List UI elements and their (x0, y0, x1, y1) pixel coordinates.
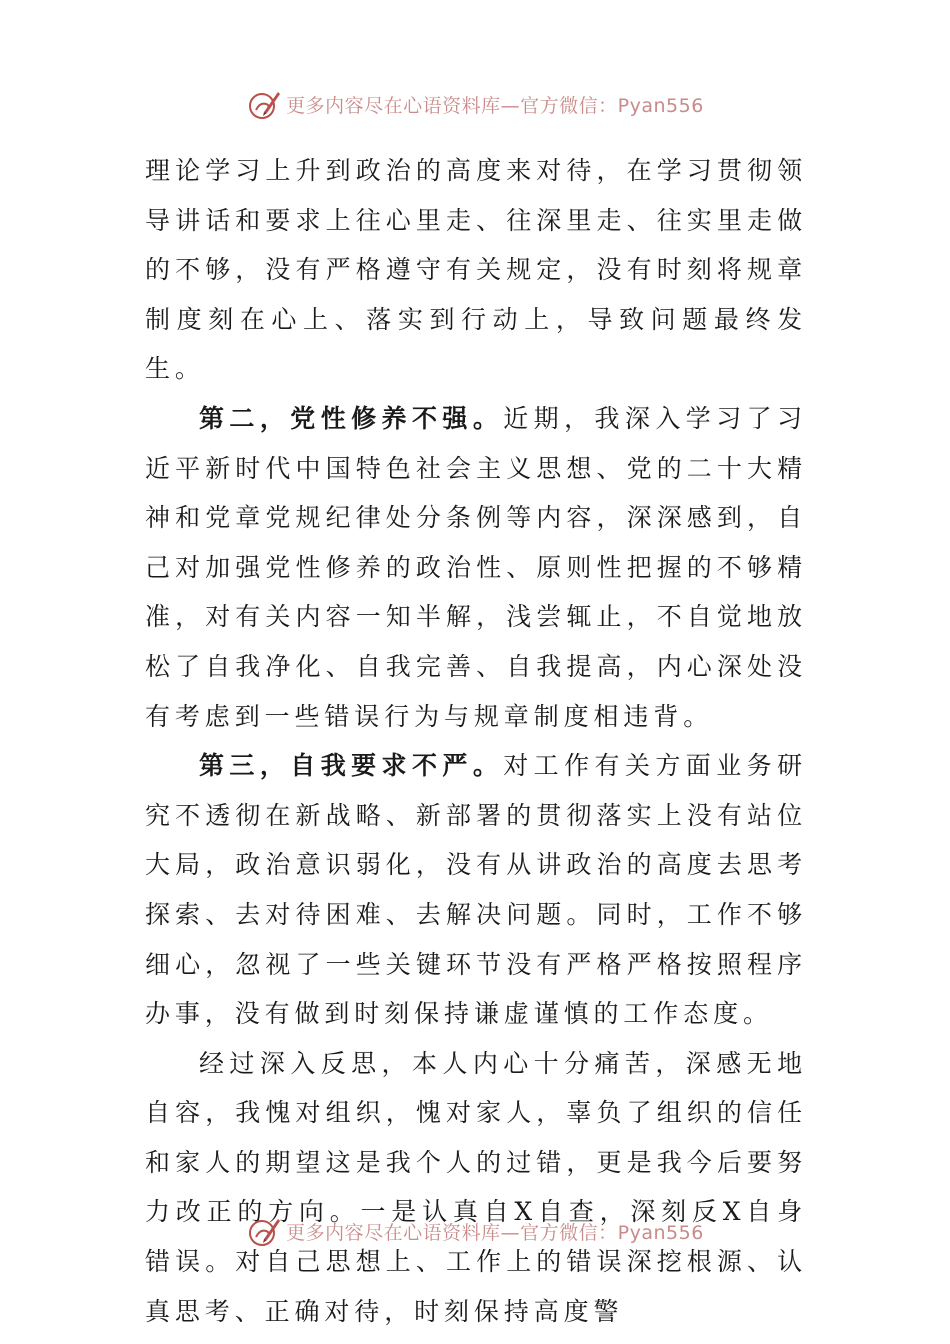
paragraph-3-heading: 第三，自我要求不严。 (199, 751, 504, 781)
header-watermark (0, 84, 950, 124)
paragraph-2-text: 近期，我深入学习了习近平新时代中国特色社会主义思想、党的二十大精神和党章党规纪律处分条例等内容，深深感到，自己对加强党性修养的政治性、原则性把握的不够精准，对有关内容一知半解，浅尝辄止，不自觉地放松了自我净化、自我完善、自我提高，内心深处没有考虑到一些错误行为与规章制度相违背。 (145, 403, 807, 731)
paragraph-2-heading: 第二，党性修养不强。 (199, 403, 504, 433)
paragraph-3-text: 对工作有关方面业务研究不透彻在新战略、新部署的贯彻落实上没有站位大局，政治意识弱化，没有从讲政治的高度去思考探索、去对待困难、去解决问题。同时，工作不够细心，忽视了一些关键环节没有严格严格按照程序办事，没有做到时刻保持谦虚谨慎的工作态度。 (145, 751, 807, 1029)
paragraph-2 (145, 394, 807, 741)
paragraph-3 (145, 741, 807, 1039)
paragraph-4 (145, 1039, 807, 1337)
document-body (145, 146, 807, 1336)
paragraph-1 (145, 146, 807, 394)
pen-circle-logo-icon (246, 86, 282, 122)
paragraph-4-text: 经过深入反思，本人内心十分痛苦，深感无地自容，我愧对组织，愧对家人，辜负了组织的信任和家人的期望这是我个人的过错，更是我今后要努力改正的方向。一是认真自X自查，深刻反X自身错误。对自己思想上、工作上的错误深挖根源、认真思考、正确对待，时刻保持高度警 (145, 1048, 807, 1326)
paragraph-1-text: 理论学习上升到政治的高度来对待，在学习贯彻领导讲话和要求上往心里走、往深里走、往实里走做的不够，没有严格遵守有关规定，没有时刻将规章制度刻在心上、落实到行动上，导致问题最终发生。 (145, 156, 807, 384)
watermark-text: 更多内容尽在心语资料库—官方微信：Pyan556 (286, 94, 704, 117)
watermark-text: 更多内容尽在心语资料库—官方微信：Pyan556 (286, 1221, 704, 1244)
pen-circle-logo-icon (246, 1213, 282, 1249)
footer-watermark (0, 1211, 950, 1251)
